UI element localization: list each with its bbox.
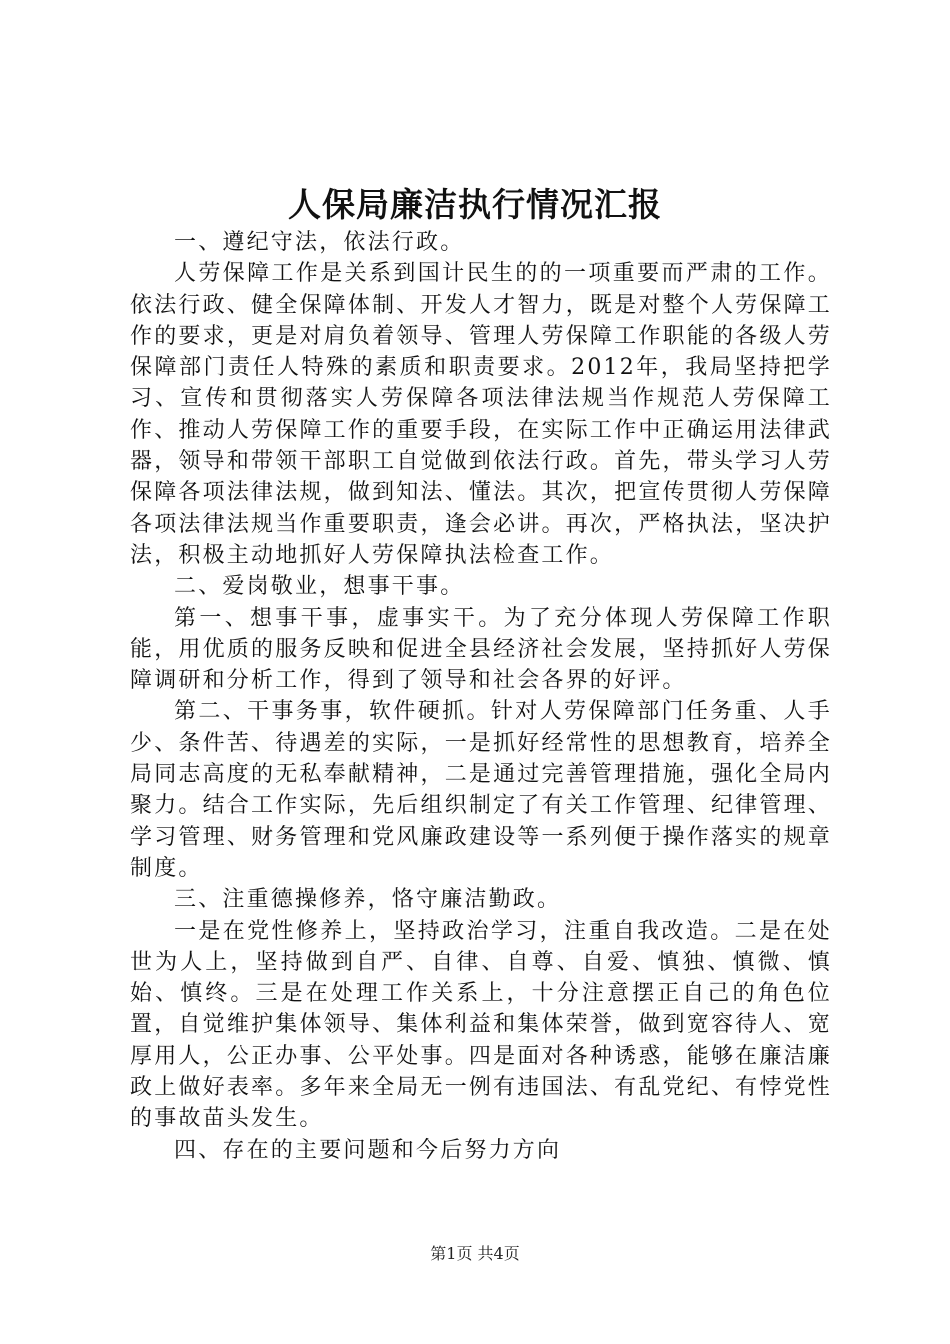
paragraph-first-point: 第一、想事干事，虚事实干。为了充分体现人劳保障工作职能，用优质的服务反映和促进全县经济社会发展，坚持抓好人劳保障调研和分析工作，得到了领导和社会各界的好评。 [130, 605, 832, 694]
section-heading-1: 一、遵纪守法，依法行政。 [174, 230, 465, 255]
paragraph-rule-of-law: 人劳保障工作是关系到国计民生的的一项重要而严肃的工作。依法行政、健全保障体制、开发人才智力，既是对整个人劳保障工作的要求，更是对肩负着领导、管理人劳保障工作职能的各级人劳保障部门责任人特殊的素质和职责要求。2012年，我局坚持把学习、宣传和贯彻落实人劳保障各项法律法规当作规范人劳保障工作、推动人劳保障工作的重要手段，在实际工作中正确运用法律武器，领导和带领干部职工自觉做到依法行政。首先，带头学习人劳保障各项法律法规，做到知法、懂法。其次，把宣传贯彻人劳保障各项法律法规当作重要职责，逢会必讲。再次，严格执法，坚决护法，积极主动地抓好人劳保障执法检查工作。 [130, 261, 832, 568]
document-title: 人保局廉洁执行情况汇报 [288, 185, 662, 224]
section-heading-4: 四、存在的主要问题和今后努力方向 [174, 1137, 562, 1163]
section-heading-2: 二、爱岗敬业，想事干事。 [174, 574, 465, 600]
page-number-footer: 第1页 共4页 [430, 1244, 520, 1263]
section-heading-3: 三、注重德操修养，恪守廉洁勤政。 [174, 887, 562, 913]
paragraph-integrity: 一是在党性修养上，坚持政治学习，注重自我改造。二是在处世为人上，坚持做到自严、自律、自尊、自爱、慎独、慎微、慎始、慎终。三是在处理工作关系上，十分注意摆正自己的角色位置，自觉维护集体领导、集体利益和集体荣誉，做到宽容待人、宽厚用人，公正办事、公平处事。四是面对各种诱惑，能够在廉洁廉政上做好表率。多年来全局无一例有违国法、有乱党纪、有悖党性的事故苗头发生。 [130, 918, 832, 1132]
paragraph-second-point: 第二、干事务事，软件硬抓。针对人劳保障部门任务重、人手少、条件苦、待遇差的实际，一是抓好经常性的思想教育，培养全局同志高度的无私奉献精神，二是通过完善管理措施，强化全局内聚力。结合工作实际，先后组织制定了有关工作管理、纪律管理、学习管理、财务管理和党风廉政建设等一系列便于操作落实的规章制度。 [130, 699, 832, 881]
document-body [130, 227, 832, 1166]
